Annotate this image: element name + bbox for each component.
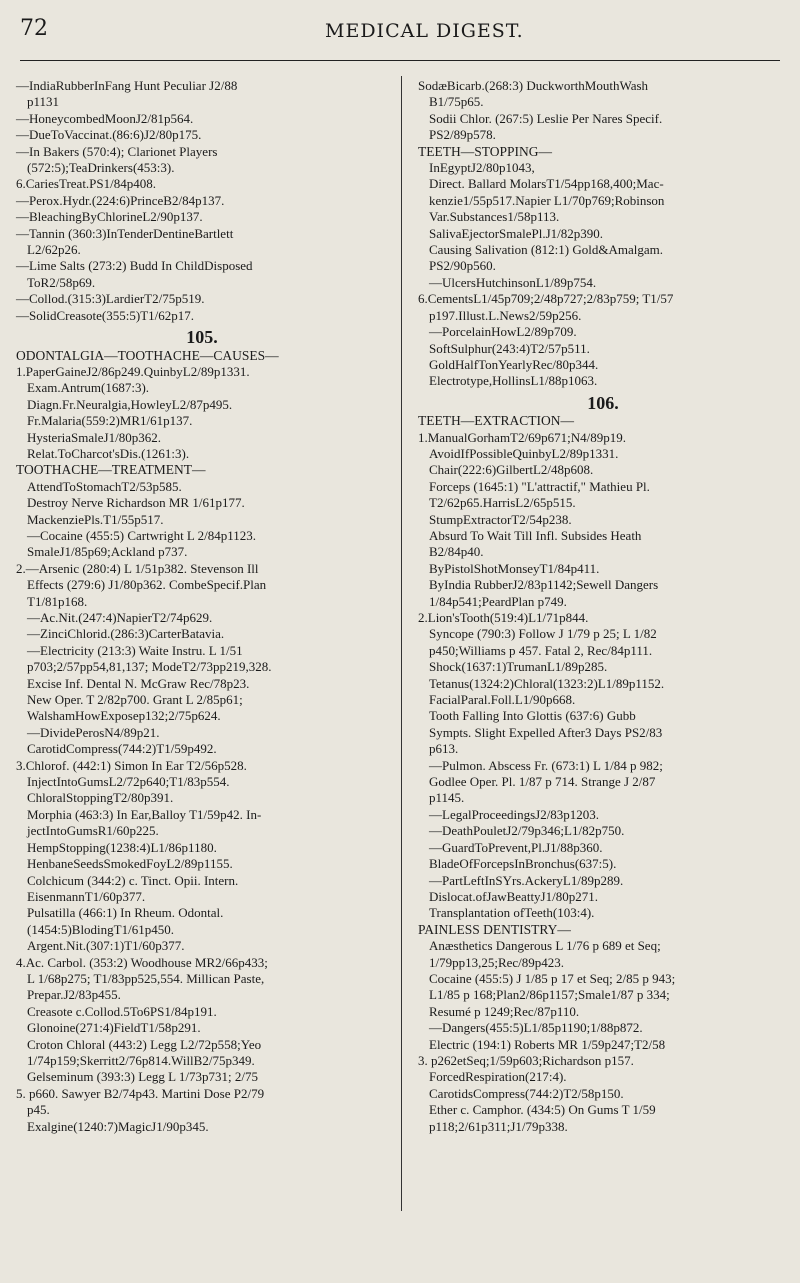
index-line: StumpExtractorT2/54p238. [429, 511, 572, 527]
left-column [16, 78, 388, 1135]
index-line: L1/85 p 168;Plan2/86p1157;Smale1/87 p 334; [429, 987, 670, 1003]
index-line: 3.Chlorof. (442:1) Simon In Ear T2/56p528. [16, 757, 247, 773]
index-line: Relat.ToCharcot'sDis.(1261:3). [27, 445, 190, 461]
index-line: Transplantation ofTeeth(103:4). [429, 905, 595, 921]
index-line: SmaleJ1/85p69;Ackland p737. [27, 544, 188, 560]
index-line: InEgyptJ2/80p1043, [429, 160, 535, 176]
index-line: New Oper. T 2/82p700. Grant L 2/85p61; [27, 692, 243, 708]
index-line: 4.Ac. Carbol. (353:2) Woodhouse MR2/66p433; [16, 954, 268, 970]
index-line: —Collod.(315:3)LardierT2/75p519. [16, 291, 205, 307]
index-line: Syncope (790:3) Follow J 1/79 p 25; L 1/82 [429, 626, 657, 642]
index-line: CarotidCompress(744:2)T1/59p492. [27, 741, 217, 757]
index-line: Exam.Antrum(1687:3). [27, 380, 150, 396]
index-line: —DividePerosN4/89p21. [27, 724, 160, 740]
section-number: 105. [186, 327, 218, 348]
index-line: Morphia (463:3) In Ear,Balloy T1/59p42. In- [27, 806, 262, 822]
index-line: Tooth Falling Into Glottis (637:6) Gubb [429, 708, 636, 724]
index-line: Creasote c.Collod.5To6PS1/84p191. [27, 1003, 217, 1019]
index-line: jectIntoGumsR1/60p225. [27, 823, 159, 839]
index-line: Causing Salivation (812:1) Gold&Amalgam. [429, 242, 663, 258]
index-line: Sympts. Slight Expelled After3 Days PS2/83 [429, 724, 663, 740]
index-line: Dislocat.ofJawBeattyJ1/80p271. [429, 888, 598, 904]
index-line: EisenmannT1/60p377. [27, 888, 146, 904]
index-line: Prepar.J2/83p455. [27, 987, 121, 1003]
index-line: —DeathPouletJ2/79p346;L1/82p750. [429, 823, 625, 839]
index-line: Fr.Malaria(559:2)MR1/61p137. [27, 413, 193, 429]
index-line: PS2/89p578. [429, 127, 496, 143]
index-line: Chair(222:6)GilbertL2/48p608. [429, 462, 594, 478]
index-line: Ether c. Camphor. (434:5) On Gums T 1/59 [429, 1102, 656, 1118]
index-line: AvoidIfPossibleQuinbyL2/89p1331. [429, 445, 619, 461]
index-heading: ODONTALGIA—TOOTHACHE—CAUSES— [16, 347, 279, 363]
index-line: Cocaine (455:5) J 1/85 p 17 et Seq; 2/85 p 943; [429, 970, 676, 986]
index-line: MackenziePls.T1/55p517. [27, 511, 164, 527]
header-rule [20, 60, 780, 61]
index-line: p450;Williams p 457. Fatal 2, Rec/84p111. [429, 642, 653, 658]
index-line: T2/62p65.HarrisL2/65p515. [429, 495, 576, 511]
index-line: p613. [429, 741, 459, 757]
index-heading: PAINLESS DENTISTRY— [418, 921, 571, 937]
index-line: —Pulmon. Abscess Fr. (673:1) L 1/84 p 982; [429, 757, 663, 773]
index-line: —DueToVaccinat.(86:6)J2/80p175. [16, 127, 202, 143]
index-line: 3. p262etSeq;1/59p603;Richardson p157. [418, 1052, 634, 1068]
index-line: AttendToStomachT2/53p585. [27, 478, 182, 494]
index-line: Forceps (1645:1) "L'attractif," Mathieu Pl. [429, 478, 650, 494]
index-line: —In Bakers (570:4); Clarionet Players [16, 143, 218, 159]
index-line: PS2/90p560. [429, 258, 496, 274]
index-line: Exalgine(1240:7)MagicJ1/90p345. [27, 1118, 209, 1134]
index-line: —UlcersHutchinsonL1/89p754. [429, 274, 597, 290]
index-line: —ZinciChlorid.(286:3)CarterBatavia. [27, 626, 225, 642]
index-line: T1/81p168. [27, 593, 88, 609]
index-line: Diagn.Fr.Neuralgia,HowleyL2/87p495. [27, 396, 233, 412]
index-line: BladeOfForcepsInBronchus(637:5). [429, 856, 617, 872]
index-line: InjectIntoGumsL2/72p640;T1/83p554. [27, 774, 230, 790]
index-line: B1/75p65. [429, 94, 484, 110]
index-line: —HoneycombedMoonJ2/81p564. [16, 110, 194, 126]
index-heading: TEETH—STOPPING— [418, 143, 553, 159]
index-line: 1.PaperGaineJ2/86p249.QuinbyL2/89p1331. [16, 363, 250, 379]
index-line: SalivaEjectorSmalePl.J1/82p390. [429, 225, 604, 241]
index-line: Colchicum (344:2) c. Tinct. Opii. Intern. [27, 872, 239, 888]
index-line: ForcedRespiration(217:4). [429, 1069, 567, 1085]
index-line: ToR2/58p69. [27, 274, 96, 290]
index-line: —BleachingByChlorineL2/90p137. [16, 209, 203, 225]
index-line: Shock(1637:1)TrumanL1/89p285. [429, 659, 608, 675]
index-line: —PorcelainHowL2/89p709. [429, 324, 577, 340]
index-line: Effects (279:6) J1/80p362. CombeSpecif.Plan [27, 577, 267, 593]
index-line: (1454:5)BlodingT1/61p450. [27, 921, 174, 937]
index-line: FacialParal.Foll.L1/90p668. [429, 692, 576, 708]
index-line: 6.CementsL1/45p709;2/48p727;2/83p759; T1/57 [418, 291, 674, 307]
index-line: (572:5);TeaDrinkers(453:3). [27, 160, 175, 176]
index-line: HenbaneSeedsSmokedFoyL2/89p1155. [27, 856, 233, 872]
section-number: 106. [587, 392, 619, 413]
index-line: —Dangers(455:5)L1/85p1190;1/88p872. [429, 1020, 643, 1036]
index-line: SoftSulphur(243:4)T2/57p511. [429, 340, 590, 356]
index-line: Croton Chloral (443:2) Legg L2/72p558;Yeo [27, 1036, 262, 1052]
page-number: 72 [20, 16, 48, 41]
index-line: Var.Substances1/58p113. [429, 209, 560, 225]
index-line: p1145. [429, 790, 465, 806]
index-line: —SolidCreasote(355:5)T1/62p17. [16, 307, 195, 323]
index-line: Pulsatilla (466:1) In Rheum. Odontal. [27, 905, 224, 921]
page-header [20, 14, 780, 48]
index-line: B2/84p40. [429, 544, 484, 560]
index-heading: TOOTHACHE—TREATMENT— [16, 462, 206, 478]
index-line: 1/79pp13,25;Rec/89p423. [429, 954, 565, 970]
index-line: p118;2/61p311;J1/79p338. [429, 1118, 568, 1134]
index-line: —Perox.Hydr.(224:6)PrinceB2/84p137. [16, 192, 225, 208]
index-line: 1/84p541;PeardPlan p749. [429, 593, 567, 609]
index-line: Sodii Chlor. (267:5) Leslie Per Nares Specif. [429, 110, 663, 126]
index-line: p1131 [27, 94, 60, 110]
index-line: Resumé p 1249;Rec/87p110. [429, 1003, 580, 1019]
index-line: —Tannin (360:3)InTenderDentineBartlett [16, 225, 234, 241]
index-line: —PartLeftInSYrs.AckeryL1/89p289. [429, 872, 624, 888]
index-line: Excise Inf. Dental N. McGraw Rec/78p23. [27, 675, 250, 691]
index-line: Glonoine(271:4)FieldT1/58p291. [27, 1020, 201, 1036]
right-column [418, 78, 788, 1135]
index-line: HempStopping(1238:4)L1/86p1180. [27, 839, 217, 855]
index-line: L 1/68p275; T1/83pp525,554. Millican Paste, [27, 970, 265, 986]
index-line: Electrotype,HollinsL1/88p1063. [429, 373, 598, 389]
index-line: ByPistolShotMonseyT1/84p411. [429, 560, 600, 576]
index-line: Anæsthetics Dangerous L 1/76 p 689 et Seq; [429, 938, 661, 954]
index-line: Direct. Ballard MolarsT1/54pp168,400;Mac- [429, 176, 664, 192]
index-line: Destroy Nerve Richardson MR 1/61p177. [27, 495, 245, 511]
index-line: p197.Illust.L.News2/59p256. [429, 307, 582, 323]
index-line: 1.ManualGorhamT2/69p671;N4/89p19. [418, 429, 626, 445]
index-line: HysteriaSmaleJ1/80p362. [27, 429, 161, 445]
index-line: 1/74p159;Skerritt2/76p814.WillB2/75p349. [27, 1052, 255, 1068]
column-divider [401, 76, 402, 1211]
index-line: Godlee Oper. Pl. 1/87 p 714. Strange J 2/87 [429, 774, 656, 790]
index-line: p703;2/57pp54,81,137; ModeT2/73pp219,328. [27, 659, 272, 675]
index-line: Tetanus(1324:2)Chloral(1323:2)L1/89p1152. [429, 675, 665, 691]
index-line: —Ac.Nit.(247:4)NapierT2/74p629. [27, 610, 213, 625]
index-line: kenzie1/55p517.Napier L1/70p769;Robinson [429, 192, 665, 208]
index-line: —IndiaRubberInFang Hunt Peculiar J2/88 [16, 78, 238, 93]
index-line: 2.Lion'sTooth(519:4)L1/71p844. [418, 610, 589, 625]
index-line: —Electricity (213:3) Waite Instru. L 1/51 [27, 642, 243, 658]
index-line: 2.—Arsenic (280:4) L 1/51p382. Stevenson Ill [16, 560, 259, 576]
index-line: WalshamHowExposep132;2/75p624. [27, 708, 221, 724]
index-line: L2/62p26. [27, 242, 81, 258]
index-line: p45. [27, 1102, 50, 1118]
index-line: Gelseminum (393:3) Legg L 1/73p731; 2/75 [27, 1069, 258, 1085]
index-line: GoldHalfTonYearlyRec/80p344. [429, 356, 599, 372]
index-line: —Lime Salts (273:2) Budd In ChildDisposed [16, 258, 253, 274]
index-line: ByIndia RubberJ2/83p1142;Sewell Dangers [429, 577, 659, 593]
index-line: 6.CariesTreat.PS1/84p408. [16, 176, 156, 192]
index-line: 5. p660. Sawyer B2/74p43. Martini Dose P2/79 [16, 1085, 265, 1101]
index-line: Argent.Nit.(307:1)T1/60p377. [27, 938, 185, 954]
index-line: —GuardToPrevent,Pl.J1/88p360. [429, 839, 603, 855]
index-line: Absurd To Wait Till Infl. Subsides Heath [429, 527, 642, 543]
index-line: CarotidsCompress(744:2)T2/58p150. [429, 1085, 624, 1101]
index-line: SodæBicarb.(268:3) DuckworthMouthWash [418, 78, 649, 93]
index-line: —Cocaine (455:5) Cartwright L 2/84p1123. [27, 527, 257, 543]
index-line: ChloralStoppingT2/80p391. [27, 790, 174, 806]
running-title: MEDICAL DIGEST. [325, 20, 524, 42]
index-line: Electric (194:1) Roberts MR 1/59p247;T2/58 [429, 1036, 666, 1052]
index-line: —LegalProceedingsJ2/83p1203. [429, 806, 600, 822]
index-heading: TEETH—EXTRACTION— [418, 413, 574, 429]
